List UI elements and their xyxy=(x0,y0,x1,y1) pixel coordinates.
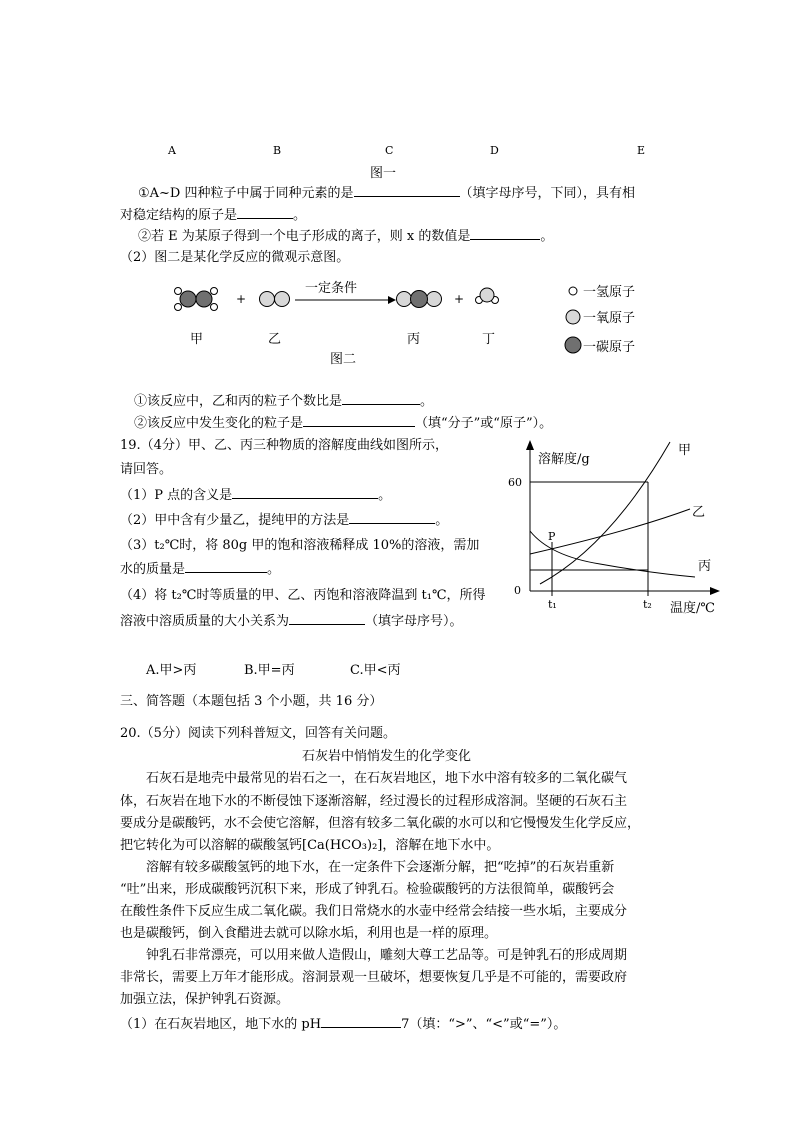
q18-p1b: （填字母序号，下同），具有相 xyxy=(459,186,636,201)
molecule-bing xyxy=(397,291,442,308)
q19-l6a: 水的质量是 xyxy=(120,562,186,577)
answer-blank[interactable] xyxy=(303,413,415,427)
q19-option-c[interactable]: C.甲<丙 xyxy=(350,663,401,678)
q19-line8 xyxy=(120,610,463,629)
answer-blank[interactable] xyxy=(185,559,267,573)
q18b-line2 xyxy=(134,412,552,431)
answer-blank[interactable] xyxy=(232,485,378,499)
answer-blank[interactable] xyxy=(289,611,365,625)
plus-sign: + xyxy=(236,292,247,306)
q18b-b1: ②该反应中发生变化的粒子是 xyxy=(134,416,304,431)
q19-line1: 19.（4分）甲、乙、丙三种物质的溶解度曲线如图所示， xyxy=(120,438,448,453)
article-line: 也是碳酸钙，倒入食醋进去就可以除水垢，利用也是一样的原理。 xyxy=(120,926,498,941)
curve-label-yi: 乙 xyxy=(692,505,706,520)
y-axis-label: 溶解度/g xyxy=(538,452,590,467)
fig1-label-a: A xyxy=(168,144,176,157)
curve-label-bing: 丙 xyxy=(698,559,712,574)
label-bing: 丙 xyxy=(407,332,421,347)
q20-intro: 20.（5分）阅读下列科普短文，回答有关问题。 xyxy=(120,726,396,741)
label-ding: 丁 xyxy=(482,332,496,347)
t2-label: t₂ xyxy=(643,598,652,611)
article-line: 体，石灰岩在地下水的不断侵蚀下逐渐溶解，经过漫长的过程形成溶洞。坚硬的石灰石主 xyxy=(120,794,628,809)
q18-line1 xyxy=(138,182,635,201)
answer-blank[interactable] xyxy=(354,183,460,197)
q18-p2b: 。 xyxy=(540,229,554,244)
q18-line4: （2）图二是某化学反应的微观示意图。 xyxy=(120,250,350,265)
q19-option-b[interactable]: B.甲=丙 xyxy=(244,663,295,678)
q19-l6b: 。 xyxy=(267,562,281,577)
legend-oxygen: 一氧原子 xyxy=(583,311,636,326)
label-yi: 乙 xyxy=(268,332,282,347)
x-axis-label: 温度/℃ xyxy=(670,601,715,616)
reaction-condition: 一定条件 xyxy=(305,281,358,296)
q19-l8a: 溶液中溶质质量的大小关系为 xyxy=(120,614,290,629)
hydrogen-atom-icon xyxy=(569,287,577,295)
article-line: 非常长，需要上万年才能形成。溶洞景观一旦破坏，想要恢复几乎是不可能的，需要政府 xyxy=(120,970,628,985)
q19-line7: （4）将 t₂℃时等质量的甲、乙、丙饱和溶液降温到 t₁℃，所得 xyxy=(120,588,486,603)
q19-line2: 请回答。 xyxy=(120,462,173,477)
article-line: 在酸性条件下反应生成二氧化碳。我们日常烧水的水壶中经常会结接一些水垢，主要成分 xyxy=(120,904,628,919)
solubility-graph xyxy=(500,436,740,626)
t1-label: t₁ xyxy=(548,598,557,611)
q18b-b2: （填“分子”或“原子”）。 xyxy=(415,416,553,431)
q19-option-a[interactable]: A.甲>丙 xyxy=(146,663,197,678)
oxygen-atom-icon xyxy=(566,310,580,324)
plus-sign: + xyxy=(454,292,465,306)
y-tick-60: 60 xyxy=(508,476,522,489)
answer-blank[interactable] xyxy=(321,1014,401,1028)
q20-q1a: （1）在石灰岩地区，地下水的 pH xyxy=(120,1017,322,1032)
q20-question1 xyxy=(120,1013,566,1032)
q19-l3b: 。 xyxy=(378,488,392,503)
fig1-label-d: D xyxy=(490,144,499,157)
article-title: 石灰岩中悄悄发生的化学变化 xyxy=(302,749,472,764)
q19-l8b: （填字母序号）。 xyxy=(365,614,463,629)
answer-blank[interactable] xyxy=(349,510,435,524)
reaction-diagram xyxy=(160,278,660,368)
q19-l4b: 。 xyxy=(435,513,449,528)
q18b-a1: ①该反应中，乙和丙的粒子个数比是 xyxy=(134,394,343,409)
article-line: 要成分是碳酸钙，水不会使它溶解，但溶有较多二氧化碳的水可以和它慢慢发生化学反应， xyxy=(120,816,641,831)
article-line: 溶解有较多碳酸氢钙的地下水，在一定条件下会逐渐分解，把“吃掉”的石灰岩重新 xyxy=(146,860,615,875)
q18-p1a: ①A~D 四种粒子中属于同种元素的是 xyxy=(138,186,354,201)
q18-p1d: 。 xyxy=(293,208,307,223)
fig1-label-e: E xyxy=(637,144,646,157)
q19-l4a: （2）甲中含有少量乙，提纯甲的方法是 xyxy=(120,513,350,528)
point-p-label: P xyxy=(548,530,556,543)
origin-label: 0 xyxy=(514,584,521,597)
molecule-jia xyxy=(175,288,218,311)
q18-p1c: 对稳定结构的原子是 xyxy=(120,208,238,223)
molecule-ding xyxy=(476,288,499,304)
fig1-label-c: C xyxy=(385,144,394,157)
article-line: 把它转化为可以溶解的碳酸氢钙[Ca(HCO₃)₂]，溶解在地下水中。 xyxy=(120,838,500,853)
y-axis-arrow-icon xyxy=(526,440,534,450)
q18-line2 xyxy=(120,204,306,223)
q19-line6 xyxy=(120,558,280,577)
q18-p2a: ②若 E 为某原子得到一个电子形成的离子，则 x 的数值是 xyxy=(138,229,471,244)
q18-line3 xyxy=(138,225,553,244)
legend-carbon: 一碳原子 xyxy=(583,340,636,355)
curve-label-jia: 甲 xyxy=(678,443,692,458)
q19-line4 xyxy=(120,509,448,528)
x-axis-arrow-icon xyxy=(710,587,720,595)
fig1-caption: 图一 xyxy=(370,166,397,181)
article-line: 钟乳石非常漂亮，可以用来做人造假山，雕刻大尊工艺品等。可是钟乳石的形成周期 xyxy=(146,948,628,963)
article-line: 石灰石是地壳中最常见的岩石之一，在石灰岩地区，地下水中溶有较多的二氧化碳气 xyxy=(146,771,628,786)
carbon-atom-icon xyxy=(565,337,581,353)
fig1-label-b: B xyxy=(273,144,282,157)
q19-line3 xyxy=(120,484,391,503)
q19-l3a: （1）P 点的含义是 xyxy=(120,488,233,503)
q18b-line1 xyxy=(134,390,433,409)
arrow-head-icon xyxy=(388,296,396,304)
fig2-caption: 图二 xyxy=(330,352,357,367)
q18b-a2: 。 xyxy=(420,394,434,409)
q19-line5: （3）t₂℃时，将 80g 甲的饱和溶液稀释成 10%的溶液，需加 xyxy=(120,538,480,553)
article-line: 加强立法，保护钟乳石资源。 xyxy=(120,992,290,1007)
answer-blank[interactable] xyxy=(237,205,293,219)
article-line: “吐”出来，形成碳酸钙沉积下来，形成了钟乳石。检验碳酸钙的方法很简单，碳酸钙会 xyxy=(120,882,615,897)
molecule-yi xyxy=(260,292,290,307)
section-heading: 三、简答题（本题包括 3 个小题，共 16 分） xyxy=(120,694,383,709)
answer-blank[interactable] xyxy=(342,391,420,405)
label-jia: 甲 xyxy=(190,332,204,347)
q20-q1b: 7（填：“>”、“<”或“=”）。 xyxy=(401,1017,567,1032)
legend-hydrogen: 一氢原子 xyxy=(583,285,636,300)
answer-blank[interactable] xyxy=(470,226,540,240)
